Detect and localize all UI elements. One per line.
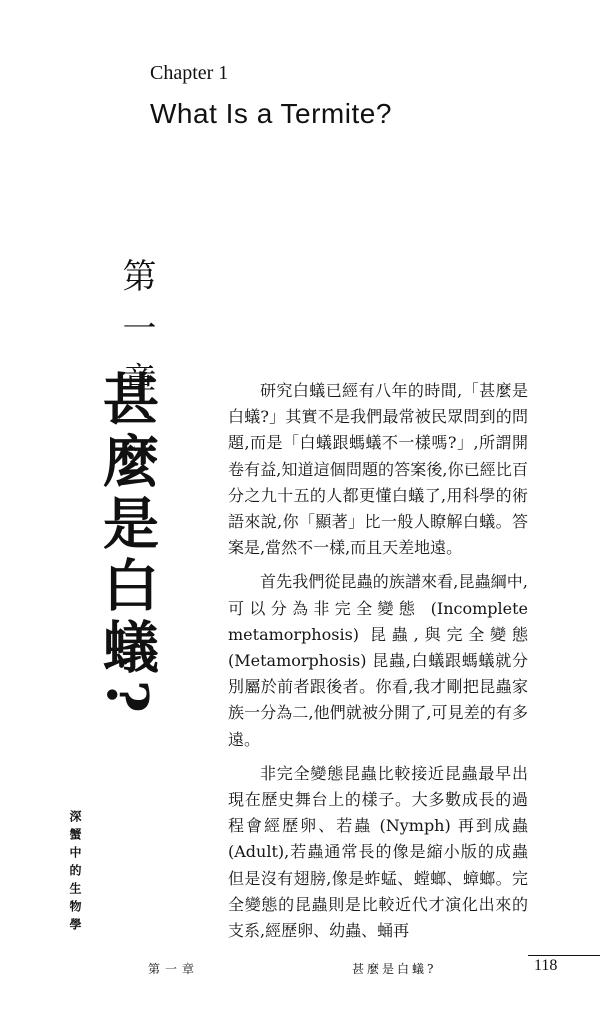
- footer-chapter: 第一章: [148, 962, 200, 976]
- chapter-label: Chapter 1: [150, 62, 229, 84]
- paragraph: 非完全變態昆蟲比較接近昆蟲最早出現在歷史舞台上的樣子。大多數成長的過程會經歷卵、若蟲 (Nymph) 再到成蟲 (Adult),若蟲通常長的像是縮小版的成蟲但是沒有翅膀,像是蚱蜢、螳螂、蟑螂。完全變態的昆蟲則是比較近代才演化出來的支系,經歷卵、幼蟲、蛹再: [228, 763, 528, 941]
- footer-rule: [528, 955, 600, 956]
- body-text: [228, 378, 528, 952]
- paragraph: 研究白蟻已經有八年的時間,「甚麼是白蟻?」其實不是我們最常被民眾問到的問題,而是「白蟻跟螞蟻不一樣嗎?」,所謂開卷有益,知道這個問題的答案後,你已經比百分之九十五的人都更懂白蟻了,用科學的術語來說,你「顯著」比一般人瞭解白蟻。答案是,當然不一樣,而且天差地遠。: [228, 381, 528, 558]
- chapter-number-zh: 第一章: [116, 258, 156, 414]
- book-title-side: 深蟹中的生物學: [68, 810, 82, 936]
- paragraph: 首先我們從昆蟲的族譜來看,昆蟲綱中,可以分為非完全變態 (Incomplete metamorphosis) 昆蟲,與完全變態 (Metamorphosis) 昆蟲,白蟻跟螞蟻就分別屬於前者跟後者。你看,我才剛把昆蟲家族一分為二,他們就被分開了,可見差的有多遠。: [228, 572, 528, 749]
- page-number: 118: [534, 957, 558, 974]
- chapter-title-zh: 甚麼是白蟻?: [94, 370, 160, 719]
- footer-title: 甚麼是白蟻?: [352, 962, 437, 976]
- chapter-title: What Is a Termite?: [150, 98, 392, 129]
